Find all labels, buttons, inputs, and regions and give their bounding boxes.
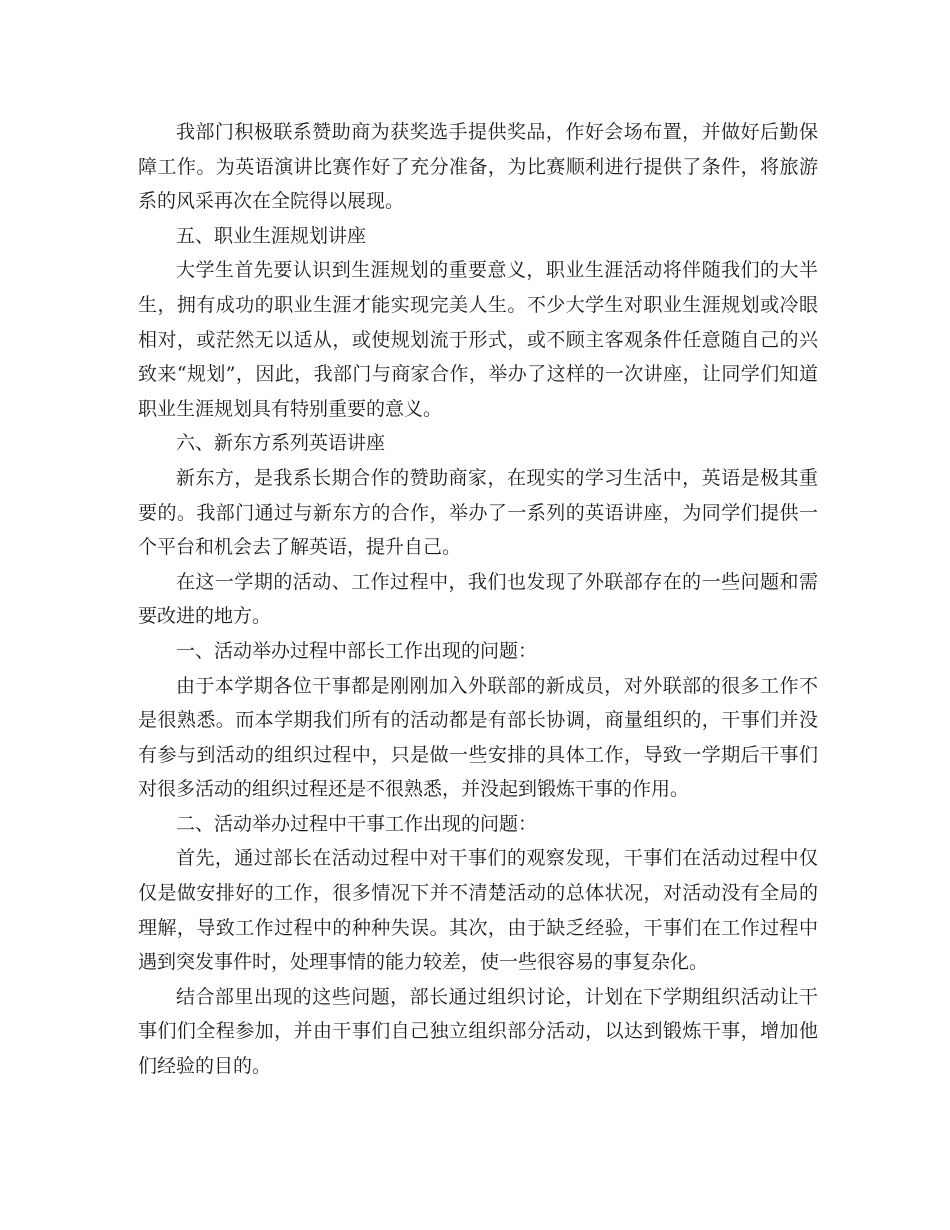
paragraph-career-lecture: 大学生首先要认识到生涯规划的重要意义，职业生涯活动将伴随我们的大半生，拥有成功的职业生涯才能实现完美人生。不少大学生对职业生涯规划或冷眼相对，或茫然无以适从，或使规划流于形式，或不顾主客观条件任意随自己的兴致来“规划”，因此，我部门与商家合作，举办了这样的一次讲座，让同学们知道职业生涯规划具有特别重要的意义。: [138, 259, 818, 420]
section-heading-career-lecture: 五、职业生涯规划讲座: [176, 224, 367, 247]
paragraph-conclusion: 结合部里出现的这些问题，部长通过组织讨论，计划在下学期组织活动让干事们们全程参加，并由干事们自己独立组织部分活动，以达到锻炼干事，增加他们经验的目的。: [138, 985, 818, 1078]
paragraph-minister-problems: 由于本学期各位干事都是刚刚加入外联部的新成员，对外联部的很多工作不是很熟悉。而本学期我们所有的活动都是有部长协调，商量组织的，干事们并没有参与到活动的组织过程中，只是做一些安排的具体工作，导致一学期后干事们对很多活动的组织过程还是不很熟悉，并没起到锻炼干事的作用。: [138, 674, 818, 801]
paragraph-english-lecture: 新东方，是我系长期合作的赞助商家，在现实的学习生活中，英语是极其重要的。我部门通过与新东方的合作，举办了一系列的英语讲座，为同学们提供一个平台和机会去了解英语，提升自己。: [138, 466, 818, 559]
section-heading-minister-problems: 一、活动举办过程中部长工作出现的问题：: [176, 639, 538, 662]
section-heading-english-lecture: 六、新东方系列英语讲座: [176, 432, 386, 455]
paragraph-sponsor-prizes: 我部门积极联系赞助商为获奖选手提供奖品，作好会场布置，并做好后勤保障工作。为英语演讲比赛作好了充分准备，为比赛顺利进行提供了条件，将旅游系的风采再次在全院得以展现。: [138, 121, 818, 213]
section-heading-staff-problems: 二、活动举办过程中干事工作出现的问题：: [176, 812, 538, 835]
paragraph-staff-problems: 首先，通过部长在活动过程中对干事们的观察发现，干事们在活动过程中仅仅是做安排好的工作，很多情况下并不清楚活动的总体状况，对活动没有全局的理解，导致工作过程中的种种失误。其次，由于缺乏经验，干事们在工作过程中遇到突发事件时，处理事情的能力较差，使一些很容易的事复杂化。: [138, 847, 818, 974]
paragraph-problems-intro: 在这一学期的活动、工作过程中，我们也发现了外联部存在的一些问题和需要改进的地方。: [138, 570, 818, 628]
document-body: [138, 115, 818, 1084]
